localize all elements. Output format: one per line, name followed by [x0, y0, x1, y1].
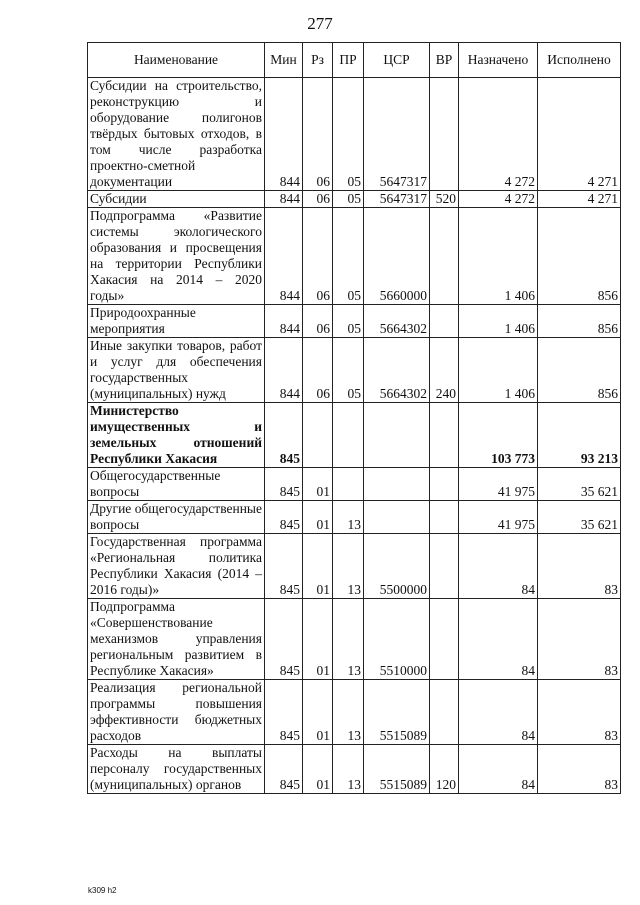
cell-assigned: 1 406 — [459, 208, 538, 305]
cell-executed: 4 271 — [538, 78, 621, 191]
cell-min: 845 — [265, 468, 303, 501]
cell-pr: 13 — [333, 745, 364, 794]
cell-executed: 856 — [538, 208, 621, 305]
cell-name: Подпрограмма «Развитие системы экологического образования и просвещения на территории Республики Хакасия на 2014 – 2020 годы» — [88, 208, 265, 305]
cell-assigned: 4 272 — [459, 191, 538, 208]
cell-assigned: 84 — [459, 534, 538, 599]
cell-csr — [364, 403, 430, 468]
table-row — [88, 208, 621, 305]
cell-vr — [430, 501, 459, 534]
cell-csr: 5500000 — [364, 534, 430, 599]
cell-pr: 05 — [333, 191, 364, 208]
cell-rz: 01 — [303, 534, 333, 599]
table-row — [88, 468, 621, 501]
cell-vr: 240 — [430, 338, 459, 403]
table-row — [88, 680, 621, 745]
cell-name: Другие общегосударственные вопросы — [88, 501, 265, 534]
cell-min: 845 — [265, 680, 303, 745]
cell-min: 845 — [265, 745, 303, 794]
cell-assigned: 84 — [459, 680, 538, 745]
cell-min: 845 — [265, 599, 303, 680]
table-row — [88, 78, 621, 191]
cell-vr — [430, 468, 459, 501]
cell-name: Подпрограмма «Совершенствование механизмов управления региональным развитием в Республике Хакасия» — [88, 599, 265, 680]
cell-csr — [364, 501, 430, 534]
cell-vr — [430, 680, 459, 745]
cell-rz — [303, 403, 333, 468]
cell-pr — [333, 468, 364, 501]
cell-csr: 5660000 — [364, 208, 430, 305]
cell-rz: 06 — [303, 208, 333, 305]
cell-min: 844 — [265, 78, 303, 191]
cell-rz: 01 — [303, 599, 333, 680]
table-row — [88, 338, 621, 403]
cell-executed: 35 621 — [538, 468, 621, 501]
cell-name: Общегосударственные вопросы — [88, 468, 265, 501]
header-name: Наименование — [88, 43, 265, 78]
cell-vr — [430, 78, 459, 191]
cell-csr: 5664302 — [364, 305, 430, 338]
cell-name: Иные закупки товаров, работ и услуг для обеспечения государственных (муниципальных) нужд — [88, 338, 265, 403]
header-rz: Рз — [303, 43, 333, 78]
table-row — [88, 191, 621, 208]
cell-csr: 5647317 — [364, 78, 430, 191]
budget-table — [87, 42, 621, 794]
cell-rz: 06 — [303, 305, 333, 338]
cell-vr — [430, 305, 459, 338]
cell-pr: 05 — [333, 78, 364, 191]
table-row — [88, 599, 621, 680]
cell-min: 845 — [265, 534, 303, 599]
cell-rz: 01 — [303, 468, 333, 501]
cell-rz: 06 — [303, 338, 333, 403]
cell-assigned: 84 — [459, 599, 538, 680]
cell-pr: 13 — [333, 501, 364, 534]
cell-name: Субсидии на строительство, реконструкцию и оборудование полигонов твёрдых бытовых отходов, в том числе разработка проектно-сметной документации — [88, 78, 265, 191]
cell-name: Расходы на выплаты персоналу государственных (муниципальных) органов — [88, 745, 265, 794]
table-body — [88, 78, 621, 794]
cell-rz: 01 — [303, 501, 333, 534]
cell-vr — [430, 403, 459, 468]
cell-min: 844 — [265, 338, 303, 403]
cell-assigned: 84 — [459, 745, 538, 794]
cell-min: 845 — [265, 403, 303, 468]
cell-pr: 05 — [333, 208, 364, 305]
cell-pr: 13 — [333, 534, 364, 599]
cell-executed: 83 — [538, 599, 621, 680]
header-executed: Исполнено — [538, 43, 621, 78]
header-min: Мин — [265, 43, 303, 78]
cell-assigned: 103 773 — [459, 403, 538, 468]
cell-csr: 5510000 — [364, 599, 430, 680]
header-csr: ЦСР — [364, 43, 430, 78]
cell-name: Природоохранные мероприятия — [88, 305, 265, 338]
header-assigned: Назначено — [459, 43, 538, 78]
cell-vr — [430, 599, 459, 680]
table-header-row — [88, 43, 621, 78]
cell-pr: 05 — [333, 305, 364, 338]
cell-name: Министерство имущественных и земельных отношений Республики Хакасия — [88, 403, 265, 468]
cell-csr: 5515089 — [364, 680, 430, 745]
header-vr: ВР — [430, 43, 459, 78]
cell-csr: 5664302 — [364, 338, 430, 403]
cell-pr: 13 — [333, 599, 364, 680]
table-row — [88, 501, 621, 534]
cell-name: Субсидии — [88, 191, 265, 208]
cell-min: 844 — [265, 191, 303, 208]
cell-rz: 01 — [303, 745, 333, 794]
cell-executed: 83 — [538, 745, 621, 794]
footer-code: k309 h2 — [88, 886, 117, 895]
cell-name: Реализация региональной программы повышения эффективности бюджетных расходов — [88, 680, 265, 745]
cell-executed: 856 — [538, 338, 621, 403]
cell-executed: 83 — [538, 680, 621, 745]
table-row — [88, 745, 621, 794]
cell-assigned: 41 975 — [459, 501, 538, 534]
cell-csr: 5647317 — [364, 191, 430, 208]
cell-min: 845 — [265, 501, 303, 534]
cell-rz: 06 — [303, 78, 333, 191]
cell-vr — [430, 208, 459, 305]
cell-assigned: 4 272 — [459, 78, 538, 191]
cell-csr: 5515089 — [364, 745, 430, 794]
table-row — [88, 534, 621, 599]
cell-name: Государственная программа «Региональная политика Республики Хакасия (2014 – 2016 годы)» — [88, 534, 265, 599]
table-row — [88, 305, 621, 338]
header-pr: ПР — [333, 43, 364, 78]
cell-rz: 01 — [303, 680, 333, 745]
cell-min: 844 — [265, 305, 303, 338]
table-row — [88, 403, 621, 468]
cell-min: 844 — [265, 208, 303, 305]
cell-executed: 35 621 — [538, 501, 621, 534]
cell-assigned: 41 975 — [459, 468, 538, 501]
cell-executed: 4 271 — [538, 191, 621, 208]
cell-vr: 520 — [430, 191, 459, 208]
cell-pr: 05 — [333, 338, 364, 403]
cell-executed: 83 — [538, 534, 621, 599]
cell-assigned: 1 406 — [459, 338, 538, 403]
cell-rz: 06 — [303, 191, 333, 208]
cell-vr: 120 — [430, 745, 459, 794]
cell-executed: 856 — [538, 305, 621, 338]
cell-csr — [364, 468, 430, 501]
cell-assigned: 1 406 — [459, 305, 538, 338]
cell-pr — [333, 403, 364, 468]
page-number: 277 — [307, 14, 333, 33]
cell-pr: 13 — [333, 680, 364, 745]
cell-vr — [430, 534, 459, 599]
cell-executed: 93 213 — [538, 403, 621, 468]
